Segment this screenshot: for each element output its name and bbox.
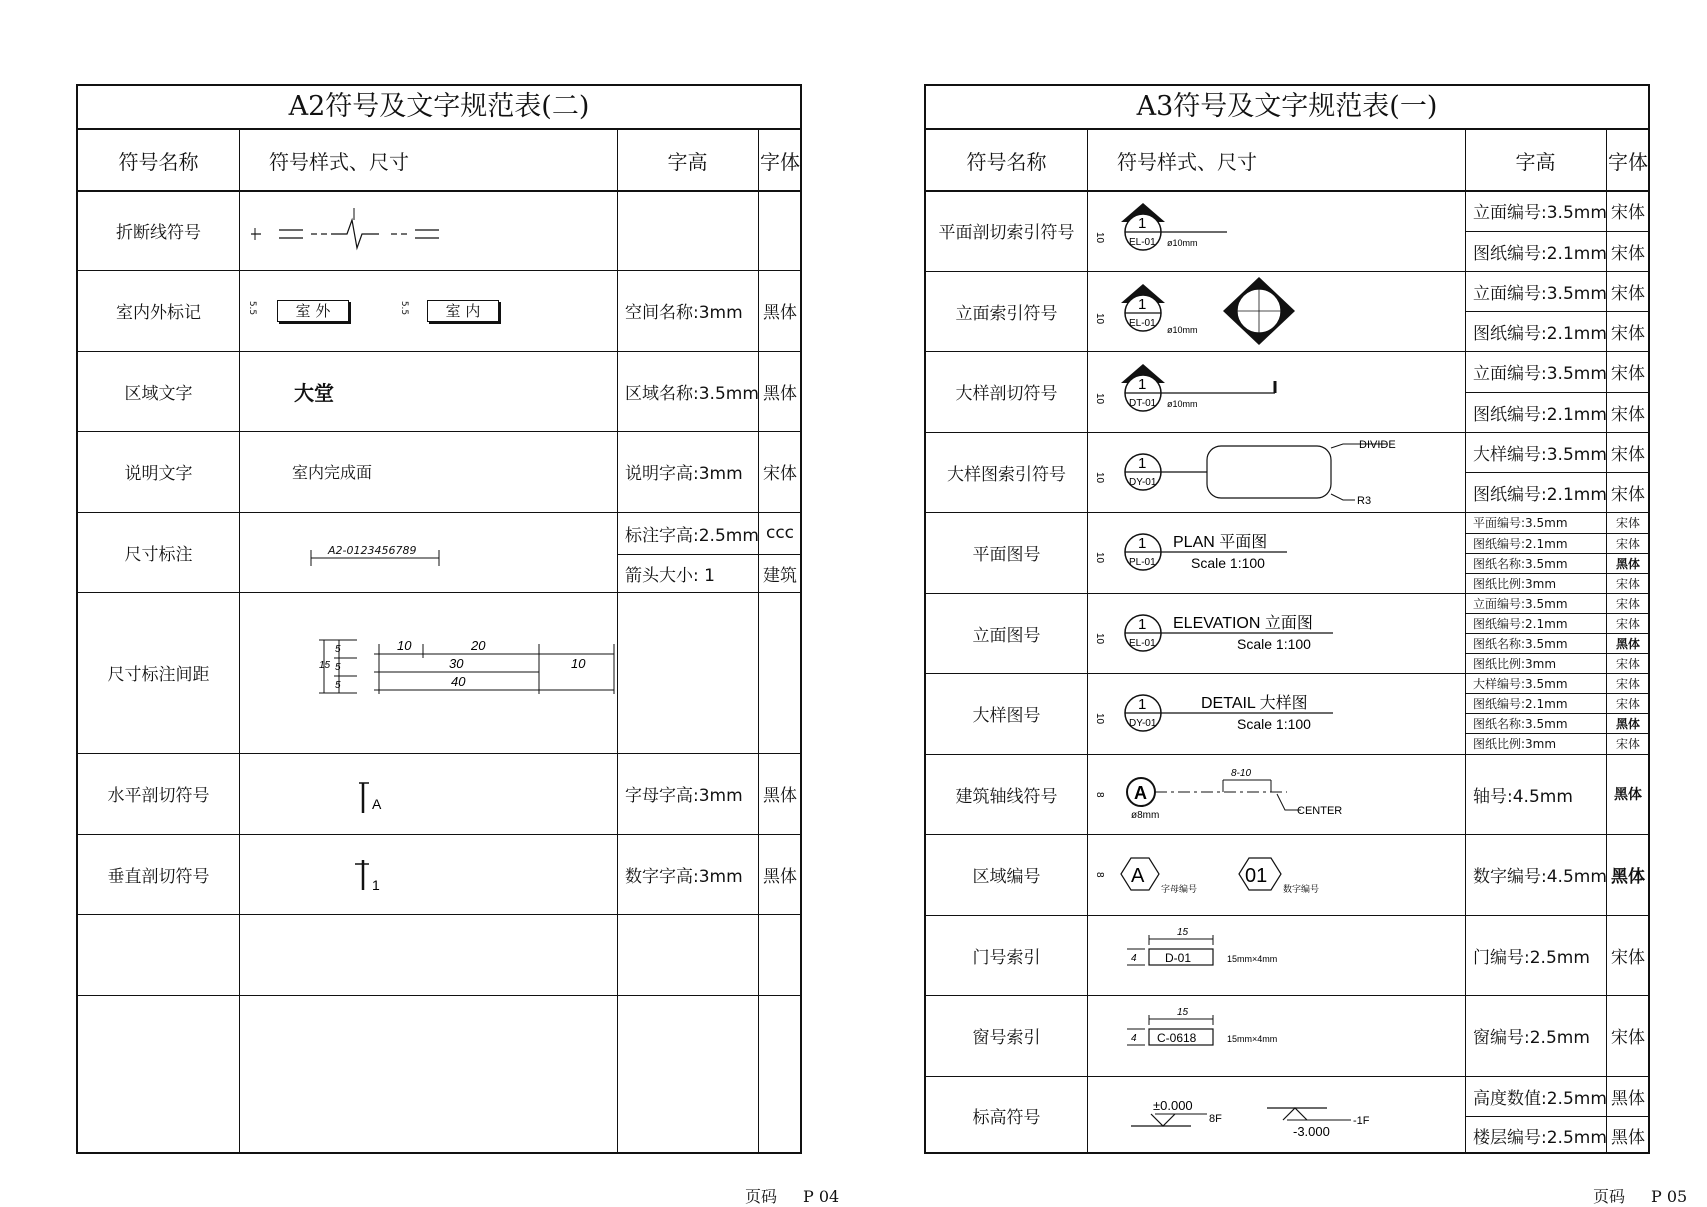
- plan-section-index-symbol: [1087, 190, 1465, 271]
- dim-text: 5: [335, 680, 341, 691]
- text-height-value: 高度数值:2.5mm: [1473, 1088, 1607, 1109]
- text-height-value: 图纸编号:2.1mm: [1473, 616, 1568, 631]
- font-value: 宋体: [1615, 536, 1640, 551]
- text-height-value: 标注字高:2.5mm: [625, 525, 759, 546]
- size-note: 15mm×4mm: [1227, 1034, 1278, 1044]
- text-height-value: 图纸编号:2.1mm: [1473, 484, 1607, 505]
- elevation-index-symbol: [1087, 271, 1465, 351]
- level-symbol: [1087, 1076, 1465, 1154]
- font-value: 宋体: [1611, 323, 1645, 344]
- row-name: 折断线符号: [116, 222, 201, 243]
- break-line-symbol: [239, 190, 617, 270]
- text-height-value: 大样编号:3.5mm: [1473, 676, 1568, 691]
- row-name: 立面索引符号: [955, 303, 1058, 324]
- height-label: 8: [1094, 792, 1105, 798]
- note-text-sample: 室内完成面: [292, 463, 373, 482]
- text-height-value: 立面编号:3.5mm: [1473, 596, 1568, 611]
- axis-symbol: [1087, 754, 1465, 834]
- font-value: 宋体: [1611, 484, 1645, 505]
- text-height-value: [617, 190, 758, 270]
- text-height-value: 数字字高:3mm: [625, 866, 743, 887]
- drawing-title: DETAIL 大样图: [1201, 695, 1308, 712]
- row-name: 平面图号: [972, 545, 1041, 565]
- header-text-height: 字高: [667, 149, 708, 174]
- height-label: 10: [1094, 313, 1105, 325]
- text-height-value: 图纸编号:2.1mm: [1473, 696, 1568, 711]
- center-label: CENTER: [1297, 805, 1343, 817]
- text-height-value: 说明字高:3mm: [625, 464, 743, 484]
- dim-text: 10: [397, 638, 412, 653]
- row-name: 说明文字: [124, 464, 193, 484]
- dim-label: 5.5: [399, 300, 410, 316]
- index-number: 1: [1138, 376, 1147, 393]
- dim-text: 20: [471, 638, 486, 653]
- dim-text: 5: [335, 644, 341, 655]
- radius-label: R3: [1357, 495, 1372, 507]
- row-name: 区域文字: [124, 383, 193, 404]
- vertical-section-symbol: [239, 834, 617, 914]
- row-name: 大样剖切符号: [955, 384, 1058, 404]
- header-font: 字体: [760, 149, 800, 174]
- table-grid: [926, 130, 1648, 1152]
- text-height-value: 图纸编号:2.1mm: [1473, 243, 1607, 264]
- detail-section-symbol: [1087, 351, 1465, 432]
- font-value: 黑体: [763, 866, 797, 887]
- text-height-value: 箭头大小: 1: [625, 565, 715, 586]
- row-name: 立面图号: [972, 625, 1041, 646]
- index-number: 1: [1138, 296, 1147, 313]
- width-label: 15: [1177, 1007, 1189, 1018]
- font-value: 黑体: [1611, 1088, 1645, 1109]
- dim-text: 10: [571, 656, 586, 671]
- header-text-height: 字高: [1515, 149, 1556, 174]
- dim-text: 15: [319, 660, 331, 671]
- detail-index-symbol: [1087, 432, 1465, 512]
- height-label: 10: [1094, 232, 1105, 244]
- diameter-label: ø10mm: [1167, 325, 1198, 335]
- window-index-symbol: [1087, 995, 1465, 1076]
- height-label: 4: [1131, 1033, 1137, 1044]
- index-number: 1: [1138, 455, 1147, 472]
- text-height-value: 图纸名称:3.5mm: [1473, 716, 1568, 731]
- text-height-value: 立面编号:3.5mm: [1473, 283, 1607, 304]
- diameter-label: ø10mm: [1167, 399, 1198, 409]
- text-height-value: 图纸编号:2.1mm: [1473, 404, 1607, 425]
- page-footer-left: [745, 1184, 839, 1207]
- header-symbol-style: 符号样式、尺寸: [1117, 149, 1257, 174]
- horizontal-section-symbol: [239, 753, 617, 834]
- dimension-sample: [239, 512, 617, 592]
- text-height-value: 轴号:4.5mm: [1473, 786, 1573, 807]
- text-height-value: [617, 592, 758, 753]
- row-name: 区域编号: [972, 867, 1041, 887]
- row-name: 窗号索引: [972, 1028, 1041, 1048]
- door-code: D-01: [1165, 951, 1192, 965]
- footer-label: 页码: [745, 1187, 778, 1206]
- text-height-value: 图纸名称:3.5mm: [1473, 556, 1568, 571]
- plan-title-symbol: [1087, 512, 1465, 593]
- sheet-a3-symbols: [924, 84, 1650, 1154]
- axis-letter: A: [1134, 783, 1147, 803]
- sheet-a2-symbols: [76, 84, 802, 1154]
- divide-label: DIVIDE: [1359, 439, 1396, 451]
- height-label: 10: [1094, 552, 1105, 564]
- section-number: 1: [372, 877, 380, 893]
- outdoor-label: 室 外: [277, 300, 349, 322]
- font-value: 宋体: [1611, 1028, 1645, 1048]
- area-letter: A: [1131, 865, 1145, 887]
- font-value: 宋体: [1611, 243, 1645, 264]
- drawing-code: DT-01: [1129, 398, 1157, 409]
- font-value: [758, 592, 802, 753]
- row-name: 门号索引: [972, 947, 1041, 968]
- text-height-value: 图纸比例:3mm: [1473, 656, 1557, 671]
- page-footer-right: [1593, 1184, 1687, 1207]
- door-index-symbol: [1087, 915, 1465, 995]
- font-value: 宋体: [1615, 596, 1640, 611]
- page-number: P 04: [803, 1187, 840, 1206]
- font-value: 黑体: [1611, 1127, 1645, 1148]
- drawing-scale: Scale 1:100: [1237, 716, 1311, 732]
- font-value: 宋体: [1615, 737, 1640, 751]
- drawing-code: DY-01: [1129, 718, 1157, 729]
- text-height-value: 窗编号:2.5mm: [1473, 1028, 1590, 1048]
- font-value: 建筑: [763, 565, 797, 586]
- level-down-value: -3.000: [1293, 1124, 1330, 1139]
- dim-label: 5.5: [247, 300, 258, 316]
- drawing-code: EL-01: [1129, 318, 1156, 329]
- text-height-value: 立面编号:3.5mm: [1473, 364, 1607, 384]
- text-height-value: 楼层编号:2.5mm: [1473, 1127, 1607, 1148]
- font-value: 宋体: [1611, 947, 1645, 968]
- page-number: P 05: [1651, 1187, 1688, 1206]
- footer-label: 页码: [1593, 1187, 1626, 1206]
- drawing-scale: Scale 1:100: [1191, 555, 1265, 571]
- font-value: 宋体: [763, 464, 797, 484]
- height-label: 10: [1094, 713, 1105, 725]
- level-up-value: ±0.000: [1153, 1098, 1193, 1113]
- detail-title-symbol: [1087, 673, 1465, 754]
- font-value: 宋体: [1615, 576, 1640, 591]
- text-height-value: 图纸编号:2.1mm: [1473, 323, 1607, 344]
- area-number: 01: [1245, 865, 1268, 887]
- font-value: 宋体: [1611, 203, 1645, 223]
- font-value: 宋体: [1611, 444, 1645, 465]
- header-symbol-style: 符号样式、尺寸: [269, 149, 409, 174]
- text-height-value: 空间名称:3mm: [625, 303, 743, 323]
- font-value: 黑体: [763, 303, 797, 323]
- text-height-value: 门编号:2.5mm: [1473, 947, 1590, 968]
- font-value: 宋体: [1615, 616, 1640, 631]
- text-height-value: 字母字高:3mm: [625, 786, 743, 806]
- row-name: 大样图号: [972, 706, 1041, 726]
- font-value: ccc: [765, 523, 795, 543]
- row-name: 尺寸标注间距: [107, 665, 210, 685]
- drawing-title: ELEVATION 立面图: [1173, 615, 1313, 632]
- indoor-outdoor-mark: [239, 270, 617, 351]
- font-value: [758, 190, 802, 270]
- area-text-sample: 大堂: [294, 380, 334, 405]
- row-name: 标高符号: [972, 1107, 1041, 1128]
- text-height-value: 图纸比例:3mm: [1473, 737, 1557, 751]
- font-value: 黑体: [1611, 867, 1645, 887]
- font-value: 宋体: [1615, 676, 1640, 691]
- height-label: 10: [1094, 633, 1105, 645]
- height-label: 8: [1094, 872, 1105, 878]
- width-label: 15: [1177, 927, 1189, 938]
- drawing-code: PL-01: [1129, 557, 1156, 568]
- font-value: 黑体: [763, 383, 797, 404]
- row-name: 室内外标记: [116, 303, 201, 323]
- level-down-floor: -1F: [1353, 1115, 1370, 1127]
- index-number: 1: [1138, 696, 1147, 713]
- row-name: 平面剖切索引符号: [938, 223, 1075, 243]
- text-height-value: 图纸名称:3.5mm: [1473, 636, 1568, 651]
- dim-text: 30: [449, 656, 464, 671]
- drawing-code: EL-01: [1129, 638, 1156, 649]
- font-value: 黑体: [1615, 636, 1640, 651]
- row-name: 尺寸标注: [124, 544, 193, 565]
- row-name: 水平剖切符号: [107, 786, 210, 806]
- font-value: 宋体: [1615, 696, 1640, 711]
- header-symbol-name: 符号名称: [966, 149, 1047, 174]
- font-value: 黑体: [1614, 787, 1642, 803]
- drawing-code: DY-01: [1129, 477, 1157, 488]
- number-note: 数字编号: [1283, 884, 1320, 894]
- drawing-title: PLAN 平面图: [1173, 534, 1268, 551]
- height-label: 4: [1131, 953, 1137, 964]
- font-value: 宋体: [1611, 364, 1645, 384]
- row-name: 建筑轴线符号: [955, 786, 1058, 807]
- height-label: 10: [1094, 393, 1105, 405]
- font-value: 黑体: [1615, 556, 1640, 571]
- text-height-value: 区域名称:3.5mm: [625, 383, 759, 404]
- size-note: 15mm×4mm: [1227, 954, 1278, 964]
- text-height-value: 平面编号:3.5mm: [1473, 516, 1568, 530]
- drawing-scale: Scale 1:100: [1237, 636, 1311, 652]
- window-code: C-0618: [1157, 1031, 1197, 1045]
- header-symbol-name: 符号名称: [118, 149, 199, 174]
- area-number-symbol: [1087, 834, 1465, 915]
- font-value: 宋体: [1611, 283, 1645, 304]
- index-number: 1: [1138, 215, 1147, 232]
- dim-text: 40: [451, 674, 466, 689]
- elevation-title-symbol: [1087, 593, 1465, 673]
- table-grid: [78, 130, 800, 1152]
- index-number: 1: [1138, 535, 1147, 552]
- letter-note: 字母编号: [1161, 884, 1198, 894]
- font-value: 黑体: [763, 786, 797, 806]
- text-height-value: 数字编号:4.5mm: [1473, 867, 1607, 887]
- dim-text: 5: [335, 662, 341, 673]
- text-height-value: 图纸编号:2.1mm: [1473, 536, 1568, 551]
- font-value: 宋体: [1615, 656, 1640, 671]
- diameter-label: ø8mm: [1131, 810, 1160, 821]
- index-number: 1: [1138, 616, 1147, 633]
- sheet-title: A3符号及文字规范表(一): [926, 86, 1648, 130]
- text-height-value: 立面编号:3.5mm: [1473, 203, 1607, 223]
- section-letter: A: [372, 796, 382, 812]
- gap-label: 8-10: [1231, 768, 1252, 779]
- dimension-spacing-sample: [239, 592, 617, 753]
- diameter-label: ø10mm: [1167, 238, 1198, 248]
- header-font: 字体: [1608, 149, 1648, 174]
- dimension-text: A2-0123456789: [328, 543, 417, 557]
- text-height-value: 图纸比例:3mm: [1473, 576, 1557, 591]
- sheet-title: A2符号及文字规范表(二): [78, 86, 800, 130]
- font-value: 黑体: [1615, 716, 1640, 731]
- text-height-value: 大样编号:3.5mm: [1473, 444, 1607, 465]
- indoor-label: 室 内: [427, 300, 499, 322]
- row-name: 大样图索引符号: [947, 464, 1066, 485]
- drawing-code: EL-01: [1129, 237, 1156, 248]
- font-value: 宋体: [1615, 516, 1640, 530]
- row-name: 垂直剖切符号: [107, 866, 210, 887]
- level-up-floor: 8F: [1209, 1113, 1222, 1125]
- font-value: 宋体: [1611, 404, 1645, 425]
- height-label: 10: [1094, 472, 1105, 484]
